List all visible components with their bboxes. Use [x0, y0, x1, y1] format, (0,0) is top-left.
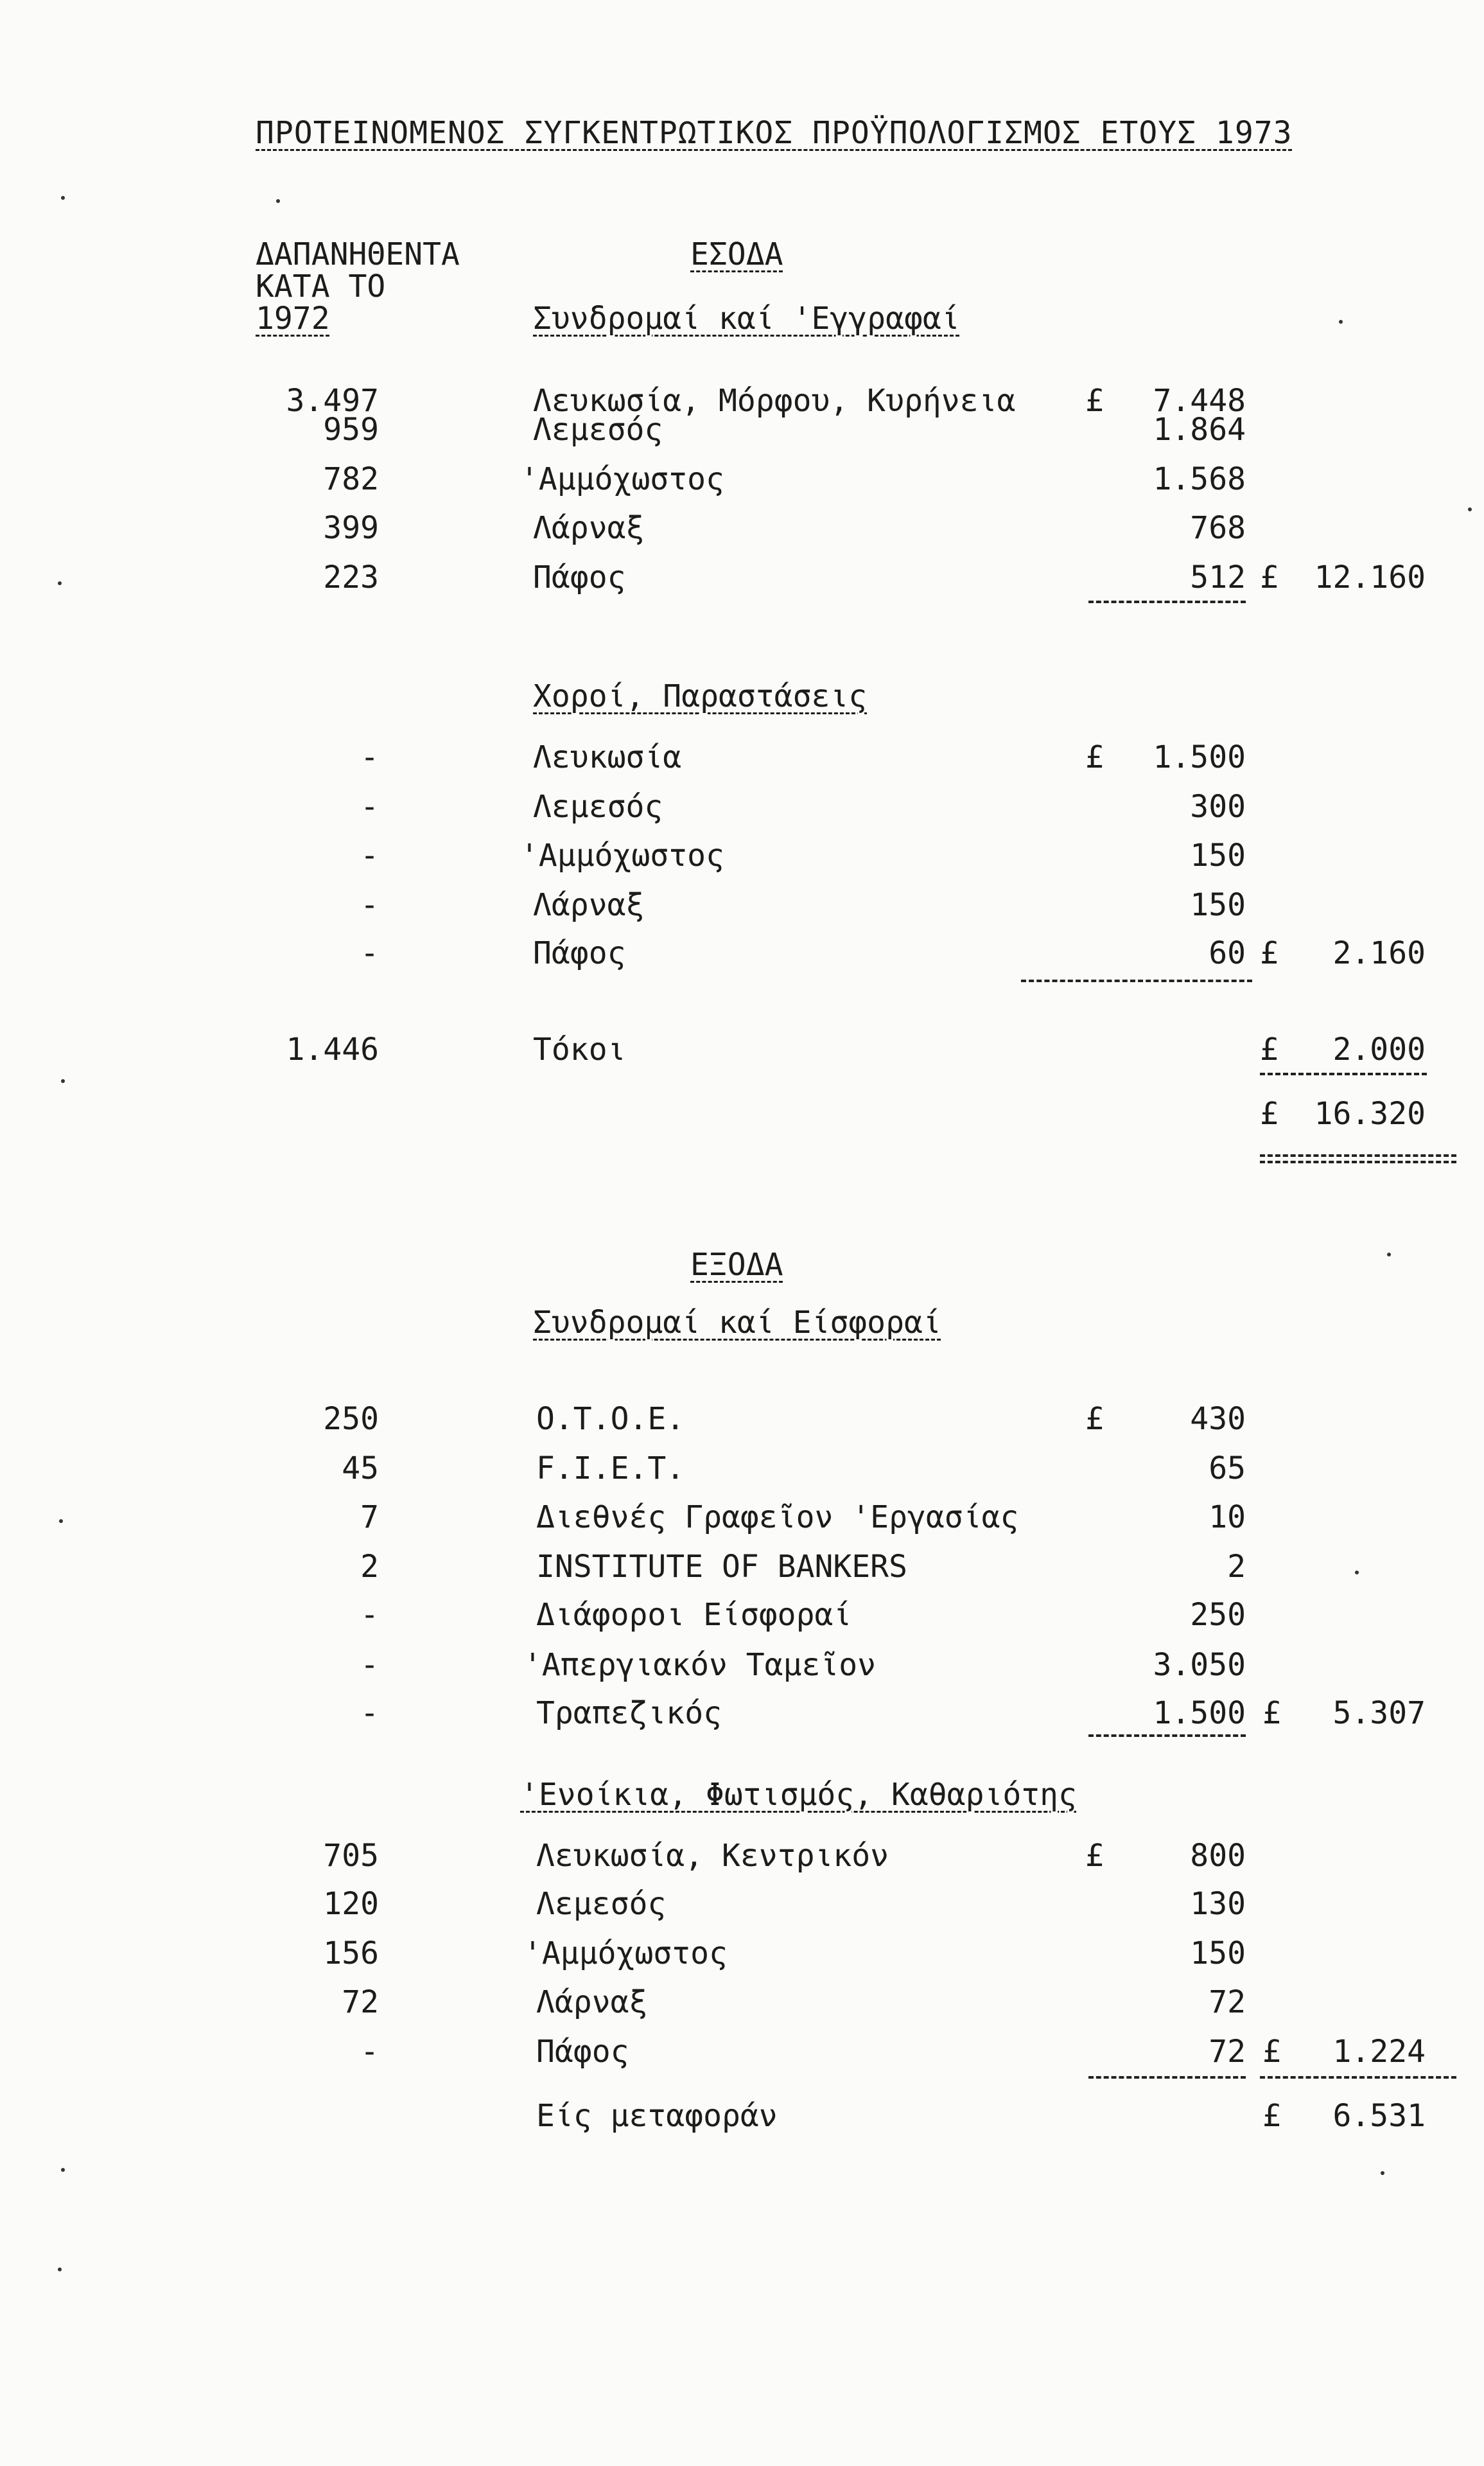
row-amount: 1.500	[1153, 1695, 1246, 1731]
scan-speck	[58, 2268, 62, 2271]
row-amount: 300	[1190, 789, 1246, 825]
row-label: Λεμεσός	[533, 789, 663, 825]
prev-year-value: 223	[323, 559, 379, 595]
row-amount: 2	[1227, 1549, 1246, 1585]
spent-header-line2: ΚΑΤΑ ΤΟ	[256, 269, 386, 304]
row-label: Διάφοροι Είσφοραί	[536, 1597, 852, 1633]
section-total: 1.224	[1332, 2034, 1426, 2070]
row-label: O.T.O.E.	[536, 1401, 685, 1437]
dances-heading: Χοροί, Παραστάσεις	[533, 678, 868, 714]
scan-speck	[1468, 507, 1472, 511]
prev-year-value: 72	[342, 1984, 379, 2020]
row-amount: 150	[1190, 1935, 1246, 1971]
pound-sign: £	[1262, 1695, 1281, 1731]
row-label: Είς μεταφοράν	[536, 2098, 778, 2134]
row-label: 'Αμμόχωστος	[520, 838, 724, 874]
row-label: INSTITUTE OF BANKERS	[536, 1549, 907, 1585]
subscriptions-heading: Συνδρομαί καί 'Εγγραφαί	[533, 301, 960, 337]
section-total: 2.160	[1332, 935, 1426, 971]
section-total: 5.307	[1332, 1695, 1426, 1731]
pound-sign: £	[1260, 935, 1279, 971]
prev-year-value: -	[360, 789, 379, 825]
row-amount: 1.864	[1153, 412, 1246, 448]
grand-total-value: 16.320	[1314, 1096, 1426, 1132]
row-label: Λεμεσός	[533, 412, 663, 448]
subtotal-rule	[1088, 1734, 1246, 1737]
prev-year-value: 45	[342, 1450, 379, 1486]
pound-sign: £	[1085, 1401, 1104, 1437]
carry-forward-value: 6.531	[1332, 2098, 1426, 2134]
spent-header-line1: ΔΑΠΑΝΗΘΕΝΤΑ	[256, 236, 460, 272]
row-label: 'Απεργιακόν Ταμεῖον	[523, 1647, 877, 1683]
pound-sign: £	[1085, 383, 1104, 419]
income-heading: ΕΣΟΔΑ	[690, 236, 783, 272]
prev-year-value: -	[360, 887, 379, 923]
subtotal-rule	[1088, 601, 1246, 603]
prev-year-value: 782	[323, 461, 379, 497]
pound-sign: £	[1262, 2098, 1281, 2134]
row-label: Λάρναξ	[533, 887, 645, 923]
scan-speck	[59, 1519, 63, 1523]
row-label: Λάρναξ	[533, 510, 645, 546]
scan-speck	[61, 196, 65, 200]
row-amount: 768	[1190, 510, 1246, 546]
prev-year-value: 7	[360, 1499, 379, 1535]
prev-year-value: 250	[323, 1401, 379, 1437]
scan-speck	[1339, 320, 1343, 324]
scan-speck	[276, 199, 280, 203]
scan-speck	[1355, 1571, 1359, 1574]
prev-year-value: -	[360, 935, 379, 971]
row-amount: 1.568	[1153, 461, 1246, 497]
prev-year-value: -	[360, 1695, 379, 1731]
subtotal-rule	[1021, 980, 1252, 982]
scan-speck	[1381, 2171, 1384, 2175]
row-amount: 72	[1209, 2034, 1246, 2070]
prev-year-value: 120	[323, 1886, 379, 1922]
prev-year-value: 1.446	[286, 1032, 379, 1068]
expenses-heading: ΕΞΟΔΑ	[690, 1247, 783, 1283]
prev-year-value: 705	[323, 1838, 379, 1874]
row-amount: 1.500	[1153, 739, 1246, 775]
page-title: ΠΡΟΤΕΙΝΟΜΕΝΟΣ ΣΥΓΚΕΝΤΡΩΤΙΚΟΣ ΠΡΟΫΠΟΛΟΓΙΣΜΟΣ ΕΤΟΥΣ 1973	[256, 115, 1293, 151]
pound-sign: £	[1260, 1032, 1279, 1068]
row-label: Λευκωσία, Κεντρικόν	[536, 1838, 889, 1874]
scan-speck	[61, 1079, 65, 1083]
row-label: Τραπεζικός	[536, 1695, 722, 1731]
prev-year-value: 399	[323, 510, 379, 546]
pound-sign: £	[1260, 1096, 1279, 1132]
row-amount: 430	[1190, 1401, 1246, 1437]
contributions-heading: Συνδρομαί καί Είσφοραί	[533, 1305, 941, 1341]
row-amount: 65	[1209, 1450, 1246, 1486]
spent-header-year: 1972	[256, 301, 330, 337]
double-rule-bottom	[1260, 1161, 1456, 1163]
row-amount: 10	[1209, 1499, 1246, 1535]
row-label: Τόκοι	[533, 1032, 626, 1068]
row-label: Λευκωσία, Μόρφου, Κυρήνεια	[533, 383, 1016, 419]
section-total: 2.000	[1332, 1032, 1426, 1068]
total-rule	[1260, 1073, 1427, 1075]
prev-year-value: -	[360, 2034, 379, 2070]
row-amount: 800	[1190, 1838, 1246, 1874]
scan-speck	[58, 581, 62, 585]
row-label: Διεθνές Γραφεῖον 'Εργασίας	[536, 1499, 1019, 1535]
rent-heading: 'Ενοίκια, Φωτισμός, Καθαριότης	[520, 1777, 1077, 1813]
row-amount: 3.050	[1153, 1647, 1246, 1683]
prev-year-value: 156	[323, 1935, 379, 1971]
row-amount: 72	[1209, 1984, 1246, 2020]
pound-sign: £	[1262, 2034, 1281, 2070]
prev-year-value: 2	[360, 1549, 379, 1585]
row-label: 'Αμμόχωστος	[523, 1935, 728, 1971]
double-rule-top	[1260, 1154, 1456, 1157]
row-label: Πάφος	[533, 935, 626, 971]
pound-sign: £	[1085, 739, 1104, 775]
row-amount: 60	[1209, 935, 1246, 971]
pound-sign: £	[1085, 1838, 1104, 1874]
row-label: Πάφος	[536, 2034, 629, 2070]
section-total: 12.160	[1314, 559, 1426, 595]
row-amount: 512	[1190, 559, 1246, 595]
prev-year-value: -	[360, 1597, 379, 1633]
row-label: Πάφος	[533, 559, 626, 595]
prev-year-value: -	[360, 838, 379, 874]
pound-sign: £	[1260, 559, 1279, 595]
prev-year-value: -	[360, 739, 379, 775]
row-label: F.I.E.T.	[536, 1450, 685, 1486]
row-label: Λάρναξ	[536, 1984, 648, 2020]
prev-year-value: 959	[323, 412, 379, 448]
row-amount: 7.448	[1153, 383, 1246, 419]
row-label: 'Αμμόχωστος	[520, 461, 724, 497]
prev-year-value: -	[360, 1647, 379, 1683]
total-rule	[1260, 2076, 1456, 2079]
row-label: Λεμεσός	[536, 1886, 667, 1922]
subtotal-rule	[1088, 2076, 1246, 2079]
prev-year-value: 3.497	[286, 383, 379, 419]
row-amount: 250	[1190, 1597, 1246, 1633]
row-amount: 150	[1190, 838, 1246, 874]
scan-speck	[61, 2168, 65, 2172]
row-label: Λευκωσία	[533, 739, 682, 775]
row-amount: 150	[1190, 887, 1246, 923]
scan-speck	[1387, 1253, 1391, 1256]
row-amount: 130	[1190, 1886, 1246, 1922]
